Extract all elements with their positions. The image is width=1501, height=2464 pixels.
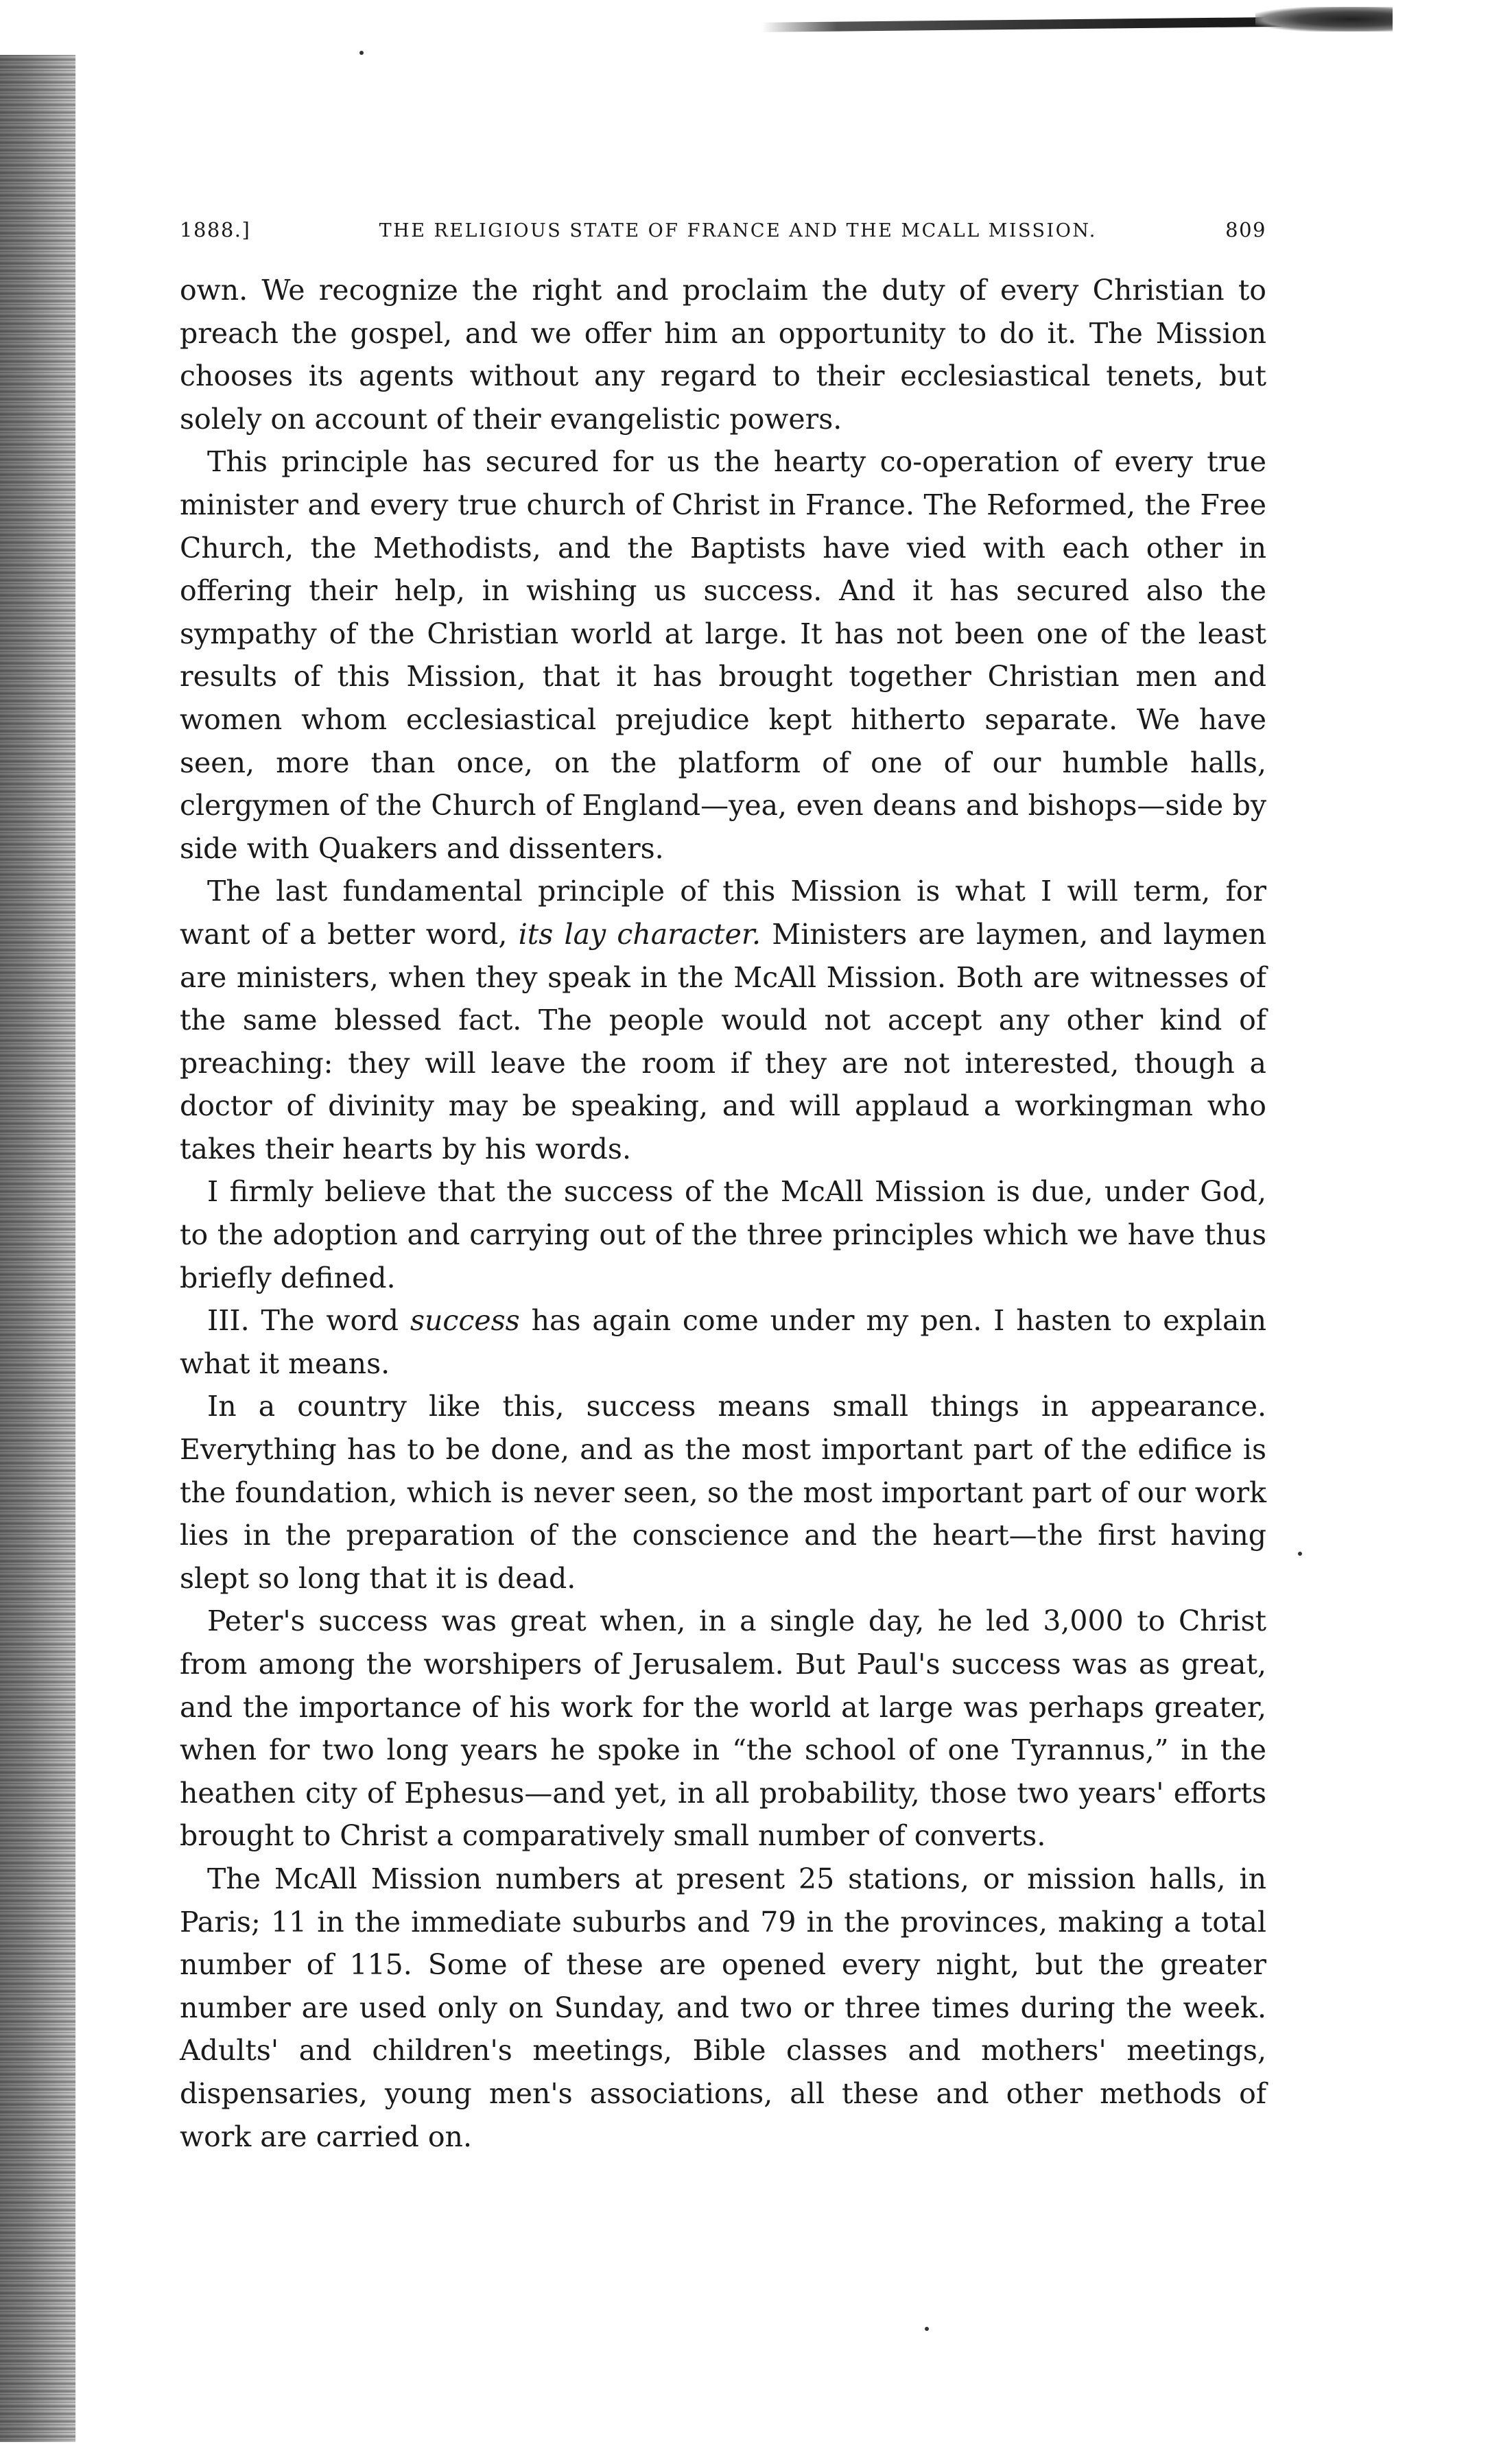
paragraph-5-text-a: III. The word [207,1304,399,1338]
header-year: 1888.] [180,218,251,241]
paragraph-6: In a country like this, success means small things in appearance. Everything has to be done, and as the most important part of the edifice is the foundation, which is never seen, so the most important part of our work lies in the preparation of the conscience and the heart—the first having slept so long that it is dead. [180,1390,1266,1595]
paragraph-8: The McAll Mission numbers at present 25 stations, or mission halls, in Paris; 11 in the immediate suburbs and 79 in the provinces, making a total number of 115. Some of these are opened every night, but the greater number are used only on Sunday, and two or three times during the week. Adults' and children's meetings, Bible classes and mothers' meetings, dispensaries, young men's associations, all these and other methods of work are carried on. [180,1862,1266,2153]
binding-shadow [0,55,75,2442]
paragraph-5 [180,1299,1266,1385]
paragraph-3 [180,870,1266,1170]
paragraph-2: This principle has secured for us the hearty co-operation of every true minister and every true church of Christ in France. The Reformed, the Free Church, the Methodists, and the Baptists have vied with each other in offering their help, in wishing us success. And it has secured also the sympathy of the Christian world at large. It has not been one of the least results of this Mission, that it has brought together Christian men and women whom ecclesiastical prejudice kept hitherto separate. We have seen, more than once, on the platform of one of our humble halls, clergymen of the Church of England—yea, even deans and bishops—side by side with Quakers and dissenters. [180,445,1266,865]
paragraph-3-text-a: The last fundamental principle of this Mission is what I will term, for want of a better word, [180,875,1266,951]
header-title: THE RELIGIOUS STATE OF FRANCE AND THE MCALL MISSION. [379,220,1097,241]
paragraph-5-text-b: has again come under my pen. I hasten to explain what it means. [180,1304,1266,1380]
stray-mark [359,51,364,55]
book-page [180,218,1266,2158]
top-rule-ink-blot [1255,7,1393,32]
paragraph-4: I firmly believe that the success of the McAll Mission is due, under God, to the adoption and carrying out of the three principles which we have thus briefly defined. [180,1175,1266,1294]
paragraph-3-text-b: Ministers are laymen, and laymen are ministers, when they speak in the McAll Mission. Both are witnesses of the same blessed fact. The people would not accept any other kind of preaching: they will leave the room if they are not interested, though a doctor of divinity may be speaking, and will applaud a workingman who takes their hearts by his words. [180,917,1266,1165]
running-head [180,218,1266,241]
paragraph-1: own. We recognize the right and proclaim the duty of every Christian to preach the gospel, and we offer him an opportunity to do it. The Mission chooses its agents without any regard to their ecclesiastical tenets, but solely on account of their evangelistic powers. [180,274,1266,436]
stray-mark [1298,1552,1302,1556]
stray-mark [925,2327,929,2331]
page-number: 809 [1225,218,1266,241]
paragraph-5-emphasis: success [410,1304,520,1338]
paragraph-7: Peter's success was great when, in a single day, he led 3,000 to Christ from among the worshipers of Jerusalem. But Paul's success was as great, and the importance of his work for the world at large was perhaps greater, when for two long years he spoke in “the school of one Tyrannus,” in the heathen city of Ephesus—and yet, in all probability, those two years' efforts brought to Christ a comparatively small number of converts. [180,1604,1266,1853]
paragraph-3-emphasis: its lay character. [518,917,761,951]
